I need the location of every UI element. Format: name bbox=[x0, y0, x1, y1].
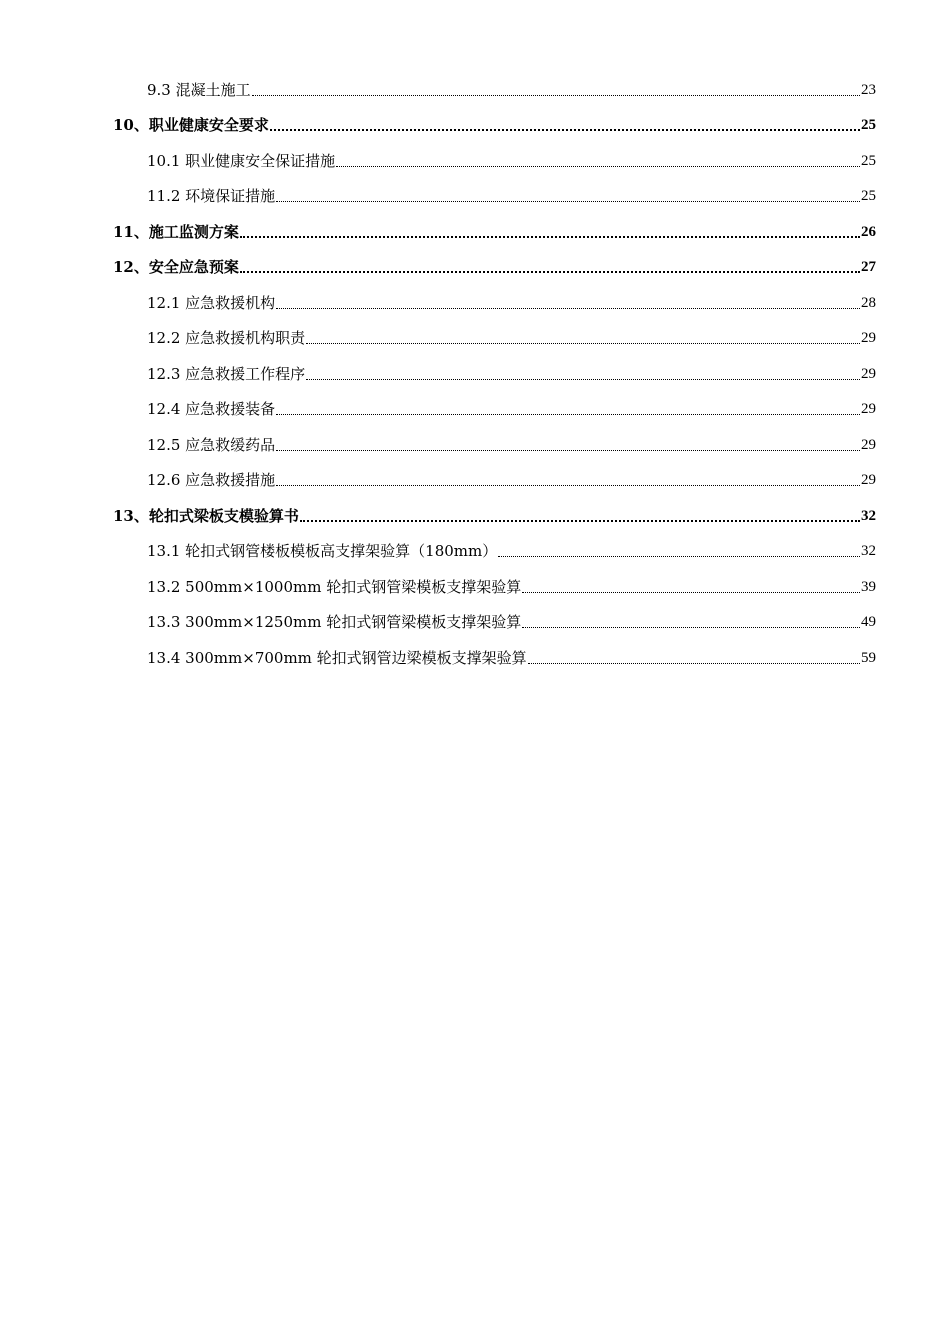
toc-entry-page: 23 bbox=[861, 81, 876, 98]
toc-entry-title: 13.4 300mm×700mm 轮扣式钢管边梁模板支撑架验算 bbox=[147, 648, 527, 667]
toc-entry[interactable] bbox=[0, 392, 950, 428]
toc-entry[interactable] bbox=[0, 108, 950, 144]
toc-entry-title: 12.6 应急救援措施 bbox=[147, 471, 276, 490]
toc-entry-page: 29 bbox=[861, 401, 876, 418]
toc-dot-leader bbox=[276, 414, 860, 415]
toc-entry-page: 59 bbox=[861, 649, 876, 666]
toc-entry[interactable] bbox=[0, 72, 950, 108]
toc-dot-leader bbox=[522, 627, 860, 628]
toc-entry-page: 28 bbox=[861, 294, 876, 311]
toc-entry[interactable] bbox=[0, 285, 950, 321]
toc-entry-title: 12.3 应急救援工作程序 bbox=[147, 364, 306, 383]
toc-entry-page: 29 bbox=[861, 472, 876, 489]
toc-entry[interactable] bbox=[0, 179, 950, 215]
toc-entry-title: 11.2 环境保证措施 bbox=[147, 187, 276, 206]
toc-entry-page: 49 bbox=[861, 614, 876, 631]
toc-entry[interactable] bbox=[0, 321, 950, 357]
toc-dot-leader bbox=[498, 556, 860, 557]
toc-entry[interactable] bbox=[0, 356, 950, 392]
toc-entry-title: 13.3 300mm×1250mm 轮扣式钢管梁模板支撑架验算 bbox=[147, 613, 522, 632]
toc-entry-title: 10、职业健康安全要求 bbox=[113, 116, 269, 135]
toc-dot-leader bbox=[240, 271, 860, 273]
toc-entry-page: 29 bbox=[861, 330, 876, 347]
toc-entry-page: 25 bbox=[861, 152, 876, 169]
toc-dot-leader bbox=[336, 166, 860, 167]
toc-entry-page: 27 bbox=[861, 259, 876, 276]
toc-entry[interactable] bbox=[0, 250, 950, 286]
toc-dot-leader bbox=[276, 485, 860, 486]
toc-dot-leader bbox=[522, 592, 860, 593]
toc-entry-page: 25 bbox=[861, 188, 876, 205]
toc-entry-page: 32 bbox=[861, 543, 876, 560]
toc-entry-title: 9.3 混凝土施工 bbox=[147, 80, 251, 99]
toc-entry-title: 13.1 轮扣式钢管楼板模板高支撑架验算（180mm） bbox=[147, 542, 498, 561]
toc-entry-page: 25 bbox=[861, 117, 876, 134]
toc-entry-page: 39 bbox=[861, 578, 876, 595]
table-of-contents bbox=[0, 72, 950, 676]
toc-dot-leader bbox=[306, 343, 860, 344]
toc-entry[interactable] bbox=[0, 498, 950, 534]
toc-dot-leader bbox=[276, 201, 860, 202]
toc-entry-title: 13、轮扣式梁板支模验算书 bbox=[113, 506, 299, 525]
toc-dot-leader bbox=[528, 663, 860, 664]
toc-dot-leader bbox=[276, 308, 860, 309]
toc-dot-leader bbox=[252, 95, 860, 96]
toc-entry-title: 11、施工监测方案 bbox=[113, 222, 239, 241]
toc-entry-title: 10.1 职业健康安全保证措施 bbox=[147, 151, 336, 170]
toc-entry-title: 12、安全应急预案 bbox=[113, 258, 239, 277]
toc-entry-page: 29 bbox=[861, 436, 876, 453]
toc-entry-title: 12.4 应急救援装备 bbox=[147, 400, 276, 419]
toc-entry[interactable] bbox=[0, 534, 950, 570]
toc-dot-leader bbox=[270, 129, 860, 131]
toc-dot-leader bbox=[306, 379, 860, 380]
toc-entry[interactable] bbox=[0, 569, 950, 605]
toc-dot-leader bbox=[240, 236, 860, 238]
toc-entry[interactable] bbox=[0, 640, 950, 676]
toc-entry[interactable] bbox=[0, 427, 950, 463]
toc-entry-title: 12.1 应急救援机构 bbox=[147, 293, 276, 312]
toc-entry[interactable] bbox=[0, 463, 950, 499]
toc-entry[interactable] bbox=[0, 214, 950, 250]
toc-entry-title: 13.2 500mm×1000mm 轮扣式钢管梁模板支撑架验算 bbox=[147, 577, 522, 596]
toc-entry-page: 29 bbox=[861, 365, 876, 382]
toc-entry-title: 12.2 应急救援机构职责 bbox=[147, 329, 306, 348]
toc-entry-page: 32 bbox=[861, 507, 876, 524]
toc-dot-leader bbox=[300, 520, 860, 522]
toc-entry[interactable] bbox=[0, 143, 950, 179]
toc-dot-leader bbox=[276, 450, 860, 451]
toc-entry-page: 26 bbox=[861, 223, 876, 240]
toc-entry-title: 12.5 应急救缓药品 bbox=[147, 435, 276, 454]
toc-entry[interactable] bbox=[0, 605, 950, 641]
